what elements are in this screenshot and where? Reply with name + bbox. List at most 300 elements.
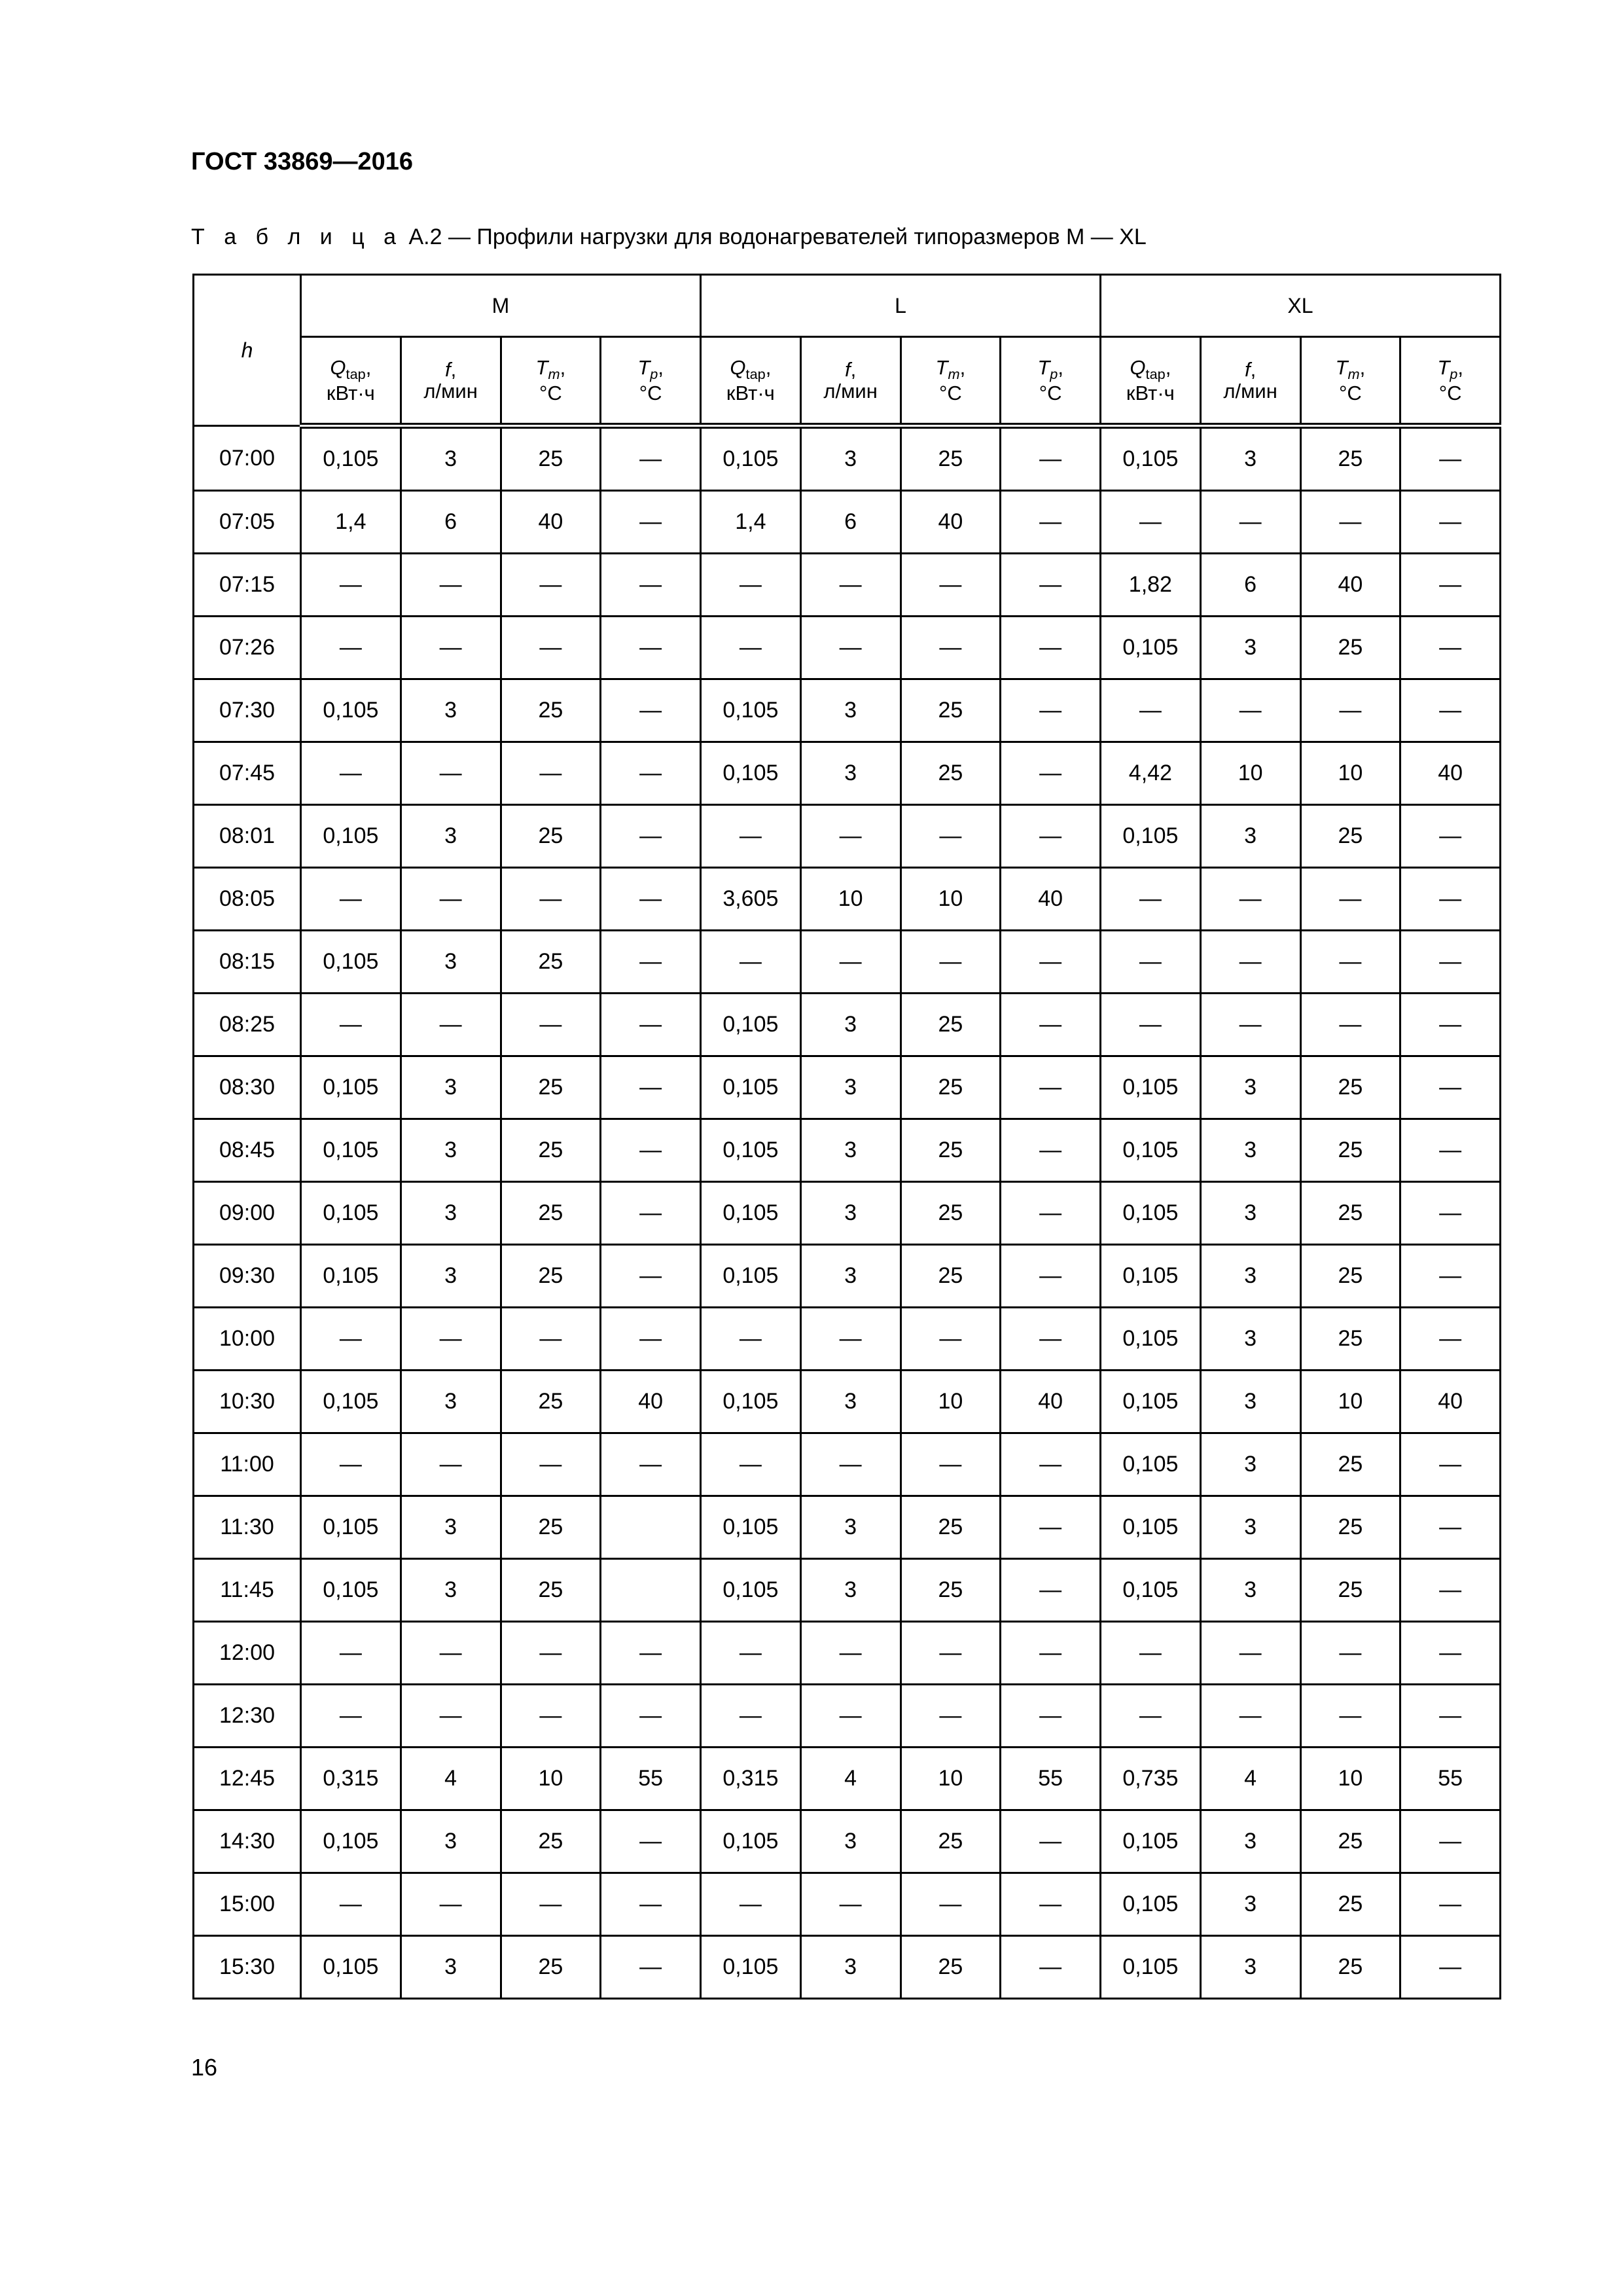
value-cell: 3 bbox=[800, 1810, 901, 1873]
value-cell: — bbox=[501, 1873, 601, 1936]
value-cell: 40 bbox=[1400, 742, 1501, 805]
time-column-header: h bbox=[194, 275, 301, 426]
value-cell: — bbox=[301, 1685, 401, 1748]
value-cell: — bbox=[701, 1873, 801, 1936]
value-cell: 10 bbox=[800, 868, 901, 931]
value-cell: — bbox=[1400, 1810, 1501, 1873]
value-cell: 4,42 bbox=[1101, 742, 1201, 805]
value-cell: 25 bbox=[501, 1119, 601, 1182]
value-cell: — bbox=[1400, 1182, 1501, 1245]
value-cell: 0,105 bbox=[1101, 1308, 1201, 1371]
value-cell: — bbox=[1400, 491, 1501, 554]
value-cell: — bbox=[501, 1433, 601, 1496]
time-cell: 08:05 bbox=[194, 868, 301, 931]
value-cell: 25 bbox=[501, 1056, 601, 1119]
value-cell: — bbox=[1400, 868, 1501, 931]
value-cell: 0,105 bbox=[1101, 1810, 1201, 1873]
value-cell: — bbox=[800, 931, 901, 994]
value-cell: 0,105 bbox=[701, 1056, 801, 1119]
value-cell: 0,105 bbox=[701, 1810, 801, 1873]
value-cell: 0,105 bbox=[701, 1936, 801, 1999]
value-cell: 0,105 bbox=[701, 742, 801, 805]
table-row bbox=[194, 491, 1501, 554]
value-cell: 10 bbox=[901, 1748, 1001, 1810]
value-cell: — bbox=[501, 868, 601, 931]
value-cell: 25 bbox=[901, 1182, 1001, 1245]
table-row bbox=[194, 994, 1501, 1056]
value-cell: 3 bbox=[1200, 1873, 1300, 1936]
value-cell: — bbox=[301, 742, 401, 805]
value-cell: 40 bbox=[1001, 868, 1101, 931]
header-symbol: T bbox=[1437, 355, 1450, 379]
value-cell: — bbox=[501, 554, 601, 617]
value-cell: 25 bbox=[1300, 805, 1400, 868]
value-cell: — bbox=[501, 617, 601, 679]
value-cell: — bbox=[601, 1936, 701, 1999]
time-cell: 12:00 bbox=[194, 1622, 301, 1685]
group-header-xl: XL bbox=[1101, 275, 1501, 337]
value-cell: 3 bbox=[1200, 426, 1300, 491]
value-cell: — bbox=[1400, 1056, 1501, 1119]
table-row bbox=[194, 868, 1501, 931]
value-cell: — bbox=[601, 554, 701, 617]
value-cell: 0,105 bbox=[1101, 617, 1201, 679]
time-cell: 15:00 bbox=[194, 1873, 301, 1936]
value-cell: 3 bbox=[1200, 1810, 1300, 1873]
value-cell: 0,105 bbox=[1101, 1371, 1201, 1433]
value-cell: — bbox=[901, 931, 1001, 994]
value-cell: — bbox=[701, 617, 801, 679]
value-cell: 25 bbox=[1300, 1810, 1400, 1873]
value-cell: — bbox=[1001, 1056, 1101, 1119]
value-cell: — bbox=[1400, 931, 1501, 994]
value-cell: 25 bbox=[501, 1245, 601, 1308]
value-cell: — bbox=[701, 1685, 801, 1748]
value-cell: 3 bbox=[401, 1245, 501, 1308]
value-cell: — bbox=[301, 617, 401, 679]
value-cell: 25 bbox=[1300, 1056, 1400, 1119]
value-cell: 25 bbox=[1300, 1308, 1400, 1371]
value-cell: — bbox=[1001, 1119, 1101, 1182]
value-cell: — bbox=[601, 1685, 701, 1748]
header-subscript: tap bbox=[1145, 366, 1166, 383]
value-cell: — bbox=[601, 994, 701, 1056]
table-row bbox=[194, 1056, 1501, 1119]
value-cell: 3 bbox=[401, 1182, 501, 1245]
header-symbol: T bbox=[935, 355, 948, 379]
value-cell: — bbox=[301, 1308, 401, 1371]
value-cell: 0,105 bbox=[1101, 1936, 1201, 1999]
value-cell: — bbox=[901, 1622, 1001, 1685]
value-cell: — bbox=[1400, 1433, 1501, 1496]
value-cell: — bbox=[1300, 1685, 1400, 1748]
value-cell: 3 bbox=[401, 1119, 501, 1182]
value-cell: — bbox=[800, 1308, 901, 1371]
value-cell: 25 bbox=[501, 1182, 601, 1245]
value-cell: 10 bbox=[1300, 1748, 1400, 1810]
value-cell: — bbox=[1101, 679, 1201, 742]
value-cell: — bbox=[1200, 1622, 1300, 1685]
value-cell: 25 bbox=[901, 1245, 1001, 1308]
value-cell: 25 bbox=[901, 1496, 1001, 1559]
value-cell: — bbox=[1001, 1559, 1101, 1622]
value-cell: — bbox=[601, 1873, 701, 1936]
header-subscript: m bbox=[548, 366, 560, 383]
caption-prefix: Т а б л и ц а bbox=[191, 224, 403, 249]
value-cell: — bbox=[601, 1622, 701, 1685]
time-cell: 07:00 bbox=[194, 426, 301, 491]
header-unit: л/мин bbox=[1223, 380, 1277, 403]
value-cell: — bbox=[901, 1433, 1001, 1496]
value-cell: 3,605 bbox=[701, 868, 801, 931]
header-unit: °C bbox=[639, 381, 662, 404]
value-cell: — bbox=[301, 1433, 401, 1496]
value-cell: — bbox=[1001, 931, 1101, 994]
value-cell: 10 bbox=[901, 1371, 1001, 1433]
value-cell: — bbox=[901, 617, 1001, 679]
value-cell: 3 bbox=[401, 1496, 501, 1559]
header-subscript: m bbox=[948, 366, 960, 383]
table-row bbox=[194, 1308, 1501, 1371]
value-cell: — bbox=[1400, 1936, 1501, 1999]
value-cell: 0,105 bbox=[1101, 1245, 1201, 1308]
value-cell: 25 bbox=[901, 1936, 1001, 1999]
value-cell: — bbox=[601, 931, 701, 994]
value-cell: 3 bbox=[800, 1119, 901, 1182]
value-cell: 55 bbox=[1400, 1748, 1501, 1810]
value-cell: 3 bbox=[1200, 1433, 1300, 1496]
value-cell: 0,105 bbox=[701, 1245, 801, 1308]
header-symbol: f bbox=[1245, 357, 1251, 381]
value-cell: 0,105 bbox=[701, 679, 801, 742]
table-row bbox=[194, 805, 1501, 868]
value-cell: — bbox=[1400, 1245, 1501, 1308]
value-cell: — bbox=[800, 617, 901, 679]
time-cell: 07:30 bbox=[194, 679, 301, 742]
header-subscript: p bbox=[1450, 366, 1458, 383]
value-cell: — bbox=[601, 1182, 701, 1245]
value-cell: — bbox=[701, 1433, 801, 1496]
value-cell: — bbox=[1001, 1308, 1101, 1371]
value-cell: — bbox=[1101, 931, 1201, 994]
value-cell: 25 bbox=[501, 426, 601, 491]
value-cell: 25 bbox=[901, 742, 1001, 805]
table-row bbox=[194, 554, 1501, 617]
value-cell: 25 bbox=[901, 1559, 1001, 1622]
value-cell: 25 bbox=[501, 1936, 601, 1999]
value-cell bbox=[601, 1496, 701, 1559]
value-cell: 0,315 bbox=[701, 1748, 801, 1810]
value-cell: — bbox=[1400, 805, 1501, 868]
value-cell: 10 bbox=[1300, 742, 1400, 805]
value-cell: 3 bbox=[1200, 1245, 1300, 1308]
group-header-m: M bbox=[301, 275, 701, 337]
value-cell: — bbox=[901, 1308, 1001, 1371]
value-cell: 3 bbox=[1200, 1936, 1300, 1999]
value-cell: 25 bbox=[501, 931, 601, 994]
value-cell: — bbox=[1001, 617, 1101, 679]
column-header-l-1: $Q_{tap}$, кВт·ч bbox=[701, 337, 801, 426]
value-cell: 6 bbox=[800, 491, 901, 554]
value-cell: 25 bbox=[901, 1056, 1001, 1119]
value-cell: 6 bbox=[1200, 554, 1300, 617]
value-cell: 4 bbox=[1200, 1748, 1300, 1810]
time-cell: 07:15 bbox=[194, 554, 301, 617]
value-cell: 0,105 bbox=[301, 805, 401, 868]
value-cell: 0,105 bbox=[301, 426, 401, 491]
table-row bbox=[194, 1685, 1501, 1748]
table-row bbox=[194, 1748, 1501, 1810]
value-cell: — bbox=[1001, 1873, 1101, 1936]
value-cell: — bbox=[1001, 805, 1101, 868]
load-profile-table bbox=[192, 274, 1501, 2000]
value-cell: — bbox=[701, 931, 801, 994]
value-cell: 25 bbox=[901, 679, 1001, 742]
time-cell: 11:30 bbox=[194, 1496, 301, 1559]
value-cell: — bbox=[1400, 1559, 1501, 1622]
value-cell: 0,105 bbox=[701, 1371, 801, 1433]
time-cell: 14:30 bbox=[194, 1810, 301, 1873]
value-cell: — bbox=[601, 1308, 701, 1371]
value-cell: — bbox=[1101, 1622, 1201, 1685]
value-cell: — bbox=[1001, 994, 1101, 1056]
value-cell: — bbox=[800, 1622, 901, 1685]
header-unit: кВт·ч bbox=[1126, 381, 1175, 404]
value-cell: — bbox=[1200, 1685, 1300, 1748]
value-cell: 10 bbox=[501, 1748, 601, 1810]
value-cell: — bbox=[800, 1433, 901, 1496]
value-cell: — bbox=[401, 994, 501, 1056]
value-cell: — bbox=[1001, 426, 1101, 491]
value-cell: 25 bbox=[1300, 1559, 1400, 1622]
value-cell: — bbox=[601, 426, 701, 491]
header-unit: °C bbox=[1338, 381, 1362, 404]
header-symbol: T bbox=[637, 355, 651, 379]
header-unit: л/мин bbox=[423, 380, 478, 403]
header-symbol: Q bbox=[730, 355, 746, 379]
value-cell: 0,105 bbox=[301, 679, 401, 742]
value-cell: — bbox=[1101, 491, 1201, 554]
value-cell: 0,105 bbox=[701, 1182, 801, 1245]
value-cell: 0,105 bbox=[301, 1496, 401, 1559]
value-cell: 3 bbox=[1200, 1371, 1300, 1433]
value-cell: — bbox=[501, 1685, 601, 1748]
value-cell: 40 bbox=[1300, 554, 1400, 617]
value-cell: 3 bbox=[800, 1496, 901, 1559]
value-cell: — bbox=[401, 868, 501, 931]
value-cell: — bbox=[1400, 617, 1501, 679]
value-cell: 0,105 bbox=[301, 1936, 401, 1999]
value-cell: 10 bbox=[901, 868, 1001, 931]
column-header-l-4: $T_p$, °C bbox=[1001, 337, 1101, 426]
column-header-l-2: f, л/мин bbox=[800, 337, 901, 426]
value-cell: 0,105 bbox=[1101, 1119, 1201, 1182]
time-cell: 10:00 bbox=[194, 1308, 301, 1371]
value-cell: — bbox=[1400, 1685, 1501, 1748]
value-cell: 3 bbox=[1200, 617, 1300, 679]
value-cell: 0,105 bbox=[301, 1371, 401, 1433]
value-cell: — bbox=[401, 617, 501, 679]
value-cell: — bbox=[1400, 554, 1501, 617]
value-cell: 55 bbox=[601, 1748, 701, 1810]
value-cell: 0,105 bbox=[301, 1119, 401, 1182]
page-number: 16 bbox=[191, 2054, 218, 2081]
time-cell: 08:25 bbox=[194, 994, 301, 1056]
value-cell: 0,105 bbox=[701, 1559, 801, 1622]
table-row bbox=[194, 426, 1501, 491]
value-cell: 0,105 bbox=[301, 1245, 401, 1308]
value-cell: — bbox=[901, 554, 1001, 617]
value-cell: 10 bbox=[1300, 1371, 1400, 1433]
value-cell: 0,105 bbox=[1101, 805, 1201, 868]
value-cell: — bbox=[901, 1685, 1001, 1748]
header-unit: °C bbox=[938, 381, 962, 404]
value-cell: 25 bbox=[1300, 1245, 1400, 1308]
value-cell: 40 bbox=[501, 491, 601, 554]
value-cell: 3 bbox=[1200, 1308, 1300, 1371]
time-cell: 09:00 bbox=[194, 1182, 301, 1245]
value-cell: — bbox=[1001, 1433, 1101, 1496]
value-cell: 40 bbox=[901, 491, 1001, 554]
column-header-m-4: $T_p$, °C bbox=[601, 337, 701, 426]
value-cell: 3 bbox=[401, 1559, 501, 1622]
value-cell: 25 bbox=[501, 679, 601, 742]
value-cell: — bbox=[401, 742, 501, 805]
header-symbol: f bbox=[845, 357, 851, 381]
header-subscript: p bbox=[1050, 366, 1058, 383]
value-cell: — bbox=[401, 1308, 501, 1371]
value-cell: 3 bbox=[800, 1182, 901, 1245]
value-cell: — bbox=[1200, 994, 1300, 1056]
value-cell: — bbox=[1001, 1936, 1101, 1999]
document-standard-header: ГОСТ 33869—2016 bbox=[191, 148, 414, 175]
group-header-row bbox=[194, 275, 1501, 337]
value-cell: 25 bbox=[501, 1496, 601, 1559]
value-cell: — bbox=[301, 554, 401, 617]
time-cell: 09:30 bbox=[194, 1245, 301, 1308]
column-header-xl-2: f, л/мин bbox=[1200, 337, 1300, 426]
value-cell: 6 bbox=[401, 491, 501, 554]
value-cell: 0,105 bbox=[1101, 426, 1201, 491]
table-row bbox=[194, 679, 1501, 742]
time-cell: 07:05 bbox=[194, 491, 301, 554]
group-header-l: L bbox=[701, 275, 1101, 337]
table-caption bbox=[191, 224, 1147, 250]
header-symbol: T bbox=[1037, 355, 1050, 379]
table-row bbox=[194, 1245, 1501, 1308]
value-cell: 0,735 bbox=[1101, 1748, 1201, 1810]
value-cell: — bbox=[800, 1873, 901, 1936]
value-cell: — bbox=[701, 554, 801, 617]
value-cell: 0,105 bbox=[1101, 1873, 1201, 1936]
time-cell: 08:45 bbox=[194, 1119, 301, 1182]
value-cell: — bbox=[401, 554, 501, 617]
value-cell: 0,105 bbox=[701, 994, 801, 1056]
value-cell: 1,4 bbox=[701, 491, 801, 554]
value-cell: 3 bbox=[401, 1371, 501, 1433]
value-cell: 40 bbox=[1001, 1371, 1101, 1433]
value-cell: — bbox=[1400, 426, 1501, 491]
value-cell: — bbox=[701, 1308, 801, 1371]
value-cell: 0,105 bbox=[301, 931, 401, 994]
value-cell: 40 bbox=[601, 1371, 701, 1433]
header-unit: л/мин bbox=[823, 380, 878, 403]
time-cell: 08:30 bbox=[194, 1056, 301, 1119]
value-cell: 3 bbox=[401, 1810, 501, 1873]
value-cell: 25 bbox=[1300, 1873, 1400, 1936]
value-cell: — bbox=[1300, 491, 1400, 554]
value-cell: 25 bbox=[1300, 1433, 1400, 1496]
value-cell: 3 bbox=[800, 994, 901, 1056]
value-cell: — bbox=[601, 1433, 701, 1496]
value-cell: — bbox=[1300, 868, 1400, 931]
value-cell: 0,105 bbox=[1101, 1559, 1201, 1622]
value-cell: — bbox=[601, 1056, 701, 1119]
value-cell: 3 bbox=[401, 931, 501, 994]
value-cell: 3 bbox=[401, 679, 501, 742]
time-cell: 12:30 bbox=[194, 1685, 301, 1748]
value-cell: 25 bbox=[1300, 1936, 1400, 1999]
value-cell: — bbox=[800, 805, 901, 868]
value-cell: — bbox=[701, 1622, 801, 1685]
value-cell: — bbox=[401, 1685, 501, 1748]
value-cell: — bbox=[501, 742, 601, 805]
value-cell: 25 bbox=[901, 1119, 1001, 1182]
value-cell: 3 bbox=[800, 1371, 901, 1433]
value-cell: 3 bbox=[1200, 1056, 1300, 1119]
value-cell: — bbox=[1001, 491, 1101, 554]
value-cell: — bbox=[601, 617, 701, 679]
time-cell: 10:30 bbox=[194, 1371, 301, 1433]
value-cell: — bbox=[601, 1245, 701, 1308]
value-cell: — bbox=[1300, 1622, 1400, 1685]
value-cell: 0,105 bbox=[301, 1810, 401, 1873]
value-cell: — bbox=[1300, 931, 1400, 994]
time-cell: 07:45 bbox=[194, 742, 301, 805]
value-cell: — bbox=[501, 994, 601, 1056]
value-cell: — bbox=[901, 805, 1001, 868]
table-row bbox=[194, 1182, 1501, 1245]
table-row bbox=[194, 1433, 1501, 1496]
table-row bbox=[194, 1371, 1501, 1433]
value-cell: — bbox=[1001, 1182, 1101, 1245]
value-cell: 3 bbox=[401, 426, 501, 491]
header-symbol: T bbox=[535, 355, 548, 379]
value-cell: — bbox=[1200, 868, 1300, 931]
value-cell: — bbox=[1400, 1119, 1501, 1182]
value-cell: — bbox=[1001, 1622, 1101, 1685]
value-cell: 25 bbox=[901, 1810, 1001, 1873]
column-header-m-1: $Q_{tap}$, кВт·ч bbox=[301, 337, 401, 426]
value-cell: — bbox=[1001, 1245, 1101, 1308]
value-cell: — bbox=[601, 868, 701, 931]
column-header-xl-4: $T_p$, °C bbox=[1400, 337, 1501, 426]
value-cell: — bbox=[800, 1685, 901, 1748]
value-cell: 0,105 bbox=[301, 1056, 401, 1119]
value-cell: — bbox=[301, 994, 401, 1056]
value-cell: 0,105 bbox=[301, 1182, 401, 1245]
value-cell: 4 bbox=[401, 1748, 501, 1810]
value-cell: 0,105 bbox=[701, 1496, 801, 1559]
value-cell: 3 bbox=[1200, 1182, 1300, 1245]
value-cell: — bbox=[1400, 679, 1501, 742]
time-cell: 07:26 bbox=[194, 617, 301, 679]
time-cell: 08:01 bbox=[194, 805, 301, 868]
value-cell: — bbox=[301, 1622, 401, 1685]
value-cell: — bbox=[1001, 679, 1101, 742]
value-cell: 55 bbox=[1001, 1748, 1101, 1810]
value-cell: — bbox=[1300, 994, 1400, 1056]
